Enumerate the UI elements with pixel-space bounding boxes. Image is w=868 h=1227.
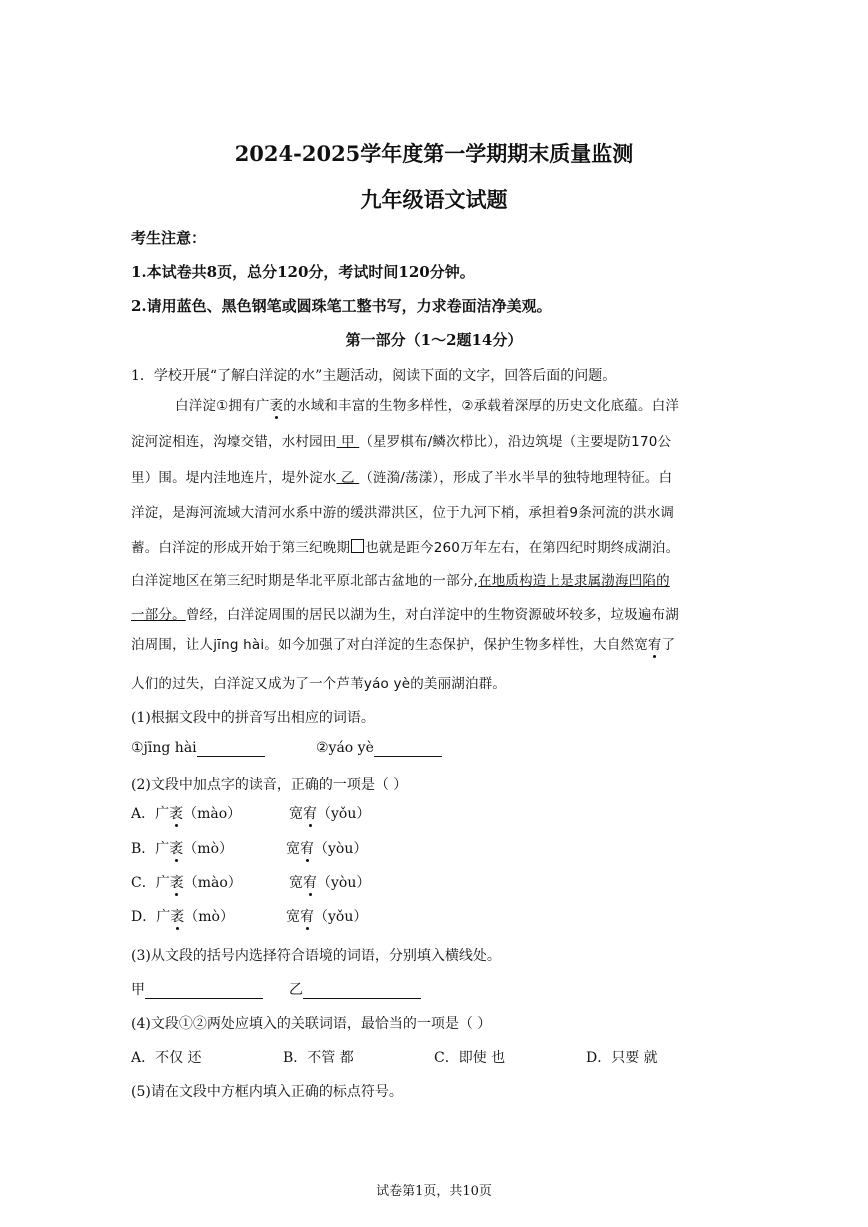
option-c[interactable]: C．即使 也 [434, 1050, 506, 1066]
passage-line: 洋淀，是海河流域大清河水系中游的缓洪滞洪区，位于九河下梢，承担着9条河流的洪水调 [131, 505, 675, 521]
document-title: 2024-2025学年度第一学期期末质量监测 [234, 141, 634, 166]
subquestion-3-prompt: (3)从文段的括号内选择符合语境的词语，分别填入横线处。 [131, 948, 501, 964]
underlined-sentence-end: 一部分。 [131, 607, 186, 623]
document-subtitle: 九年级语文试题 [360, 187, 508, 212]
subquestion-1-prompt: (1)根据文段中的拼音写出相应的词语。 [131, 710, 375, 726]
dotted-char: 袤 [269, 398, 284, 414]
fill-blank-jia: 甲 [336, 434, 360, 450]
punctuation-box [351, 539, 364, 553]
subquestion-2-prompt: (2)文段中加点字的读音，正确的一项是（ ） [131, 777, 408, 793]
passage-line: 淀河淀相连，沟壕交错，水村园田 甲 （星罗棋布/鳞次栉比），沿边筑堤（主要堤防170公 [131, 434, 672, 450]
option-c-second: 宽宥（yòu） [289, 875, 371, 891]
answer-yaoye: ②yáo yè [316, 740, 442, 757]
answer-blank[interactable] [303, 982, 421, 999]
answer-jia: 甲 [131, 979, 263, 999]
answer-blank[interactable] [374, 740, 442, 757]
option-b-second: 宽宥（yòu） [286, 841, 368, 857]
option-a-second: 宽宥（yǒu） [289, 806, 371, 822]
passage-line: 白洋淀①拥有广袤的水域和丰富的生物多样性，②承载着深厚的历史文化底蕴。白洋 [175, 398, 680, 414]
passage-line: 一部分。曾经，白洋淀周围的居民以湖为生，对白洋淀中的生物资源破坏较多，垃圾遍布湖 [131, 607, 680, 623]
fill-blank-yi: 乙 [336, 470, 360, 486]
option-d[interactable]: D．只要 就 [586, 1050, 658, 1066]
option-a[interactable]: A．不仅 还 [131, 1050, 202, 1066]
answer-yi: 乙 [289, 979, 421, 999]
notice-item-2: 2.请用蓝色、黑色钢笔或圆珠笔工整书写，力求卷面洁净美观。 [131, 297, 552, 315]
passage-line: 里）围。堤内洼地连片，堤外淀水 乙 （涟漪/荡漾），形成了半水半旱的独特地理特征。白 [131, 470, 673, 486]
underlined-sentence: 在地质构造上是隶属渤海凹陷的 [478, 573, 670, 589]
answer-blank[interactable] [145, 982, 263, 999]
notice-item-1: 1.本试卷共8页，总分120分，考试时间120分钟。 [131, 263, 475, 281]
page-footer: 试卷第1页，共10页 [376, 1184, 492, 1199]
answer-blank[interactable] [197, 740, 265, 757]
question-1-intro: 1．学校开展“了解白洋淀的水”主题活动，阅读下面的文字，回答后面的问题。 [131, 368, 617, 384]
option-a[interactable]: A．广袤（mào） [131, 806, 242, 822]
option-b[interactable]: B．不管 都 [283, 1050, 354, 1066]
passage-line: 人们的过失，白洋淀又成为了一个芦苇yáo yè的美丽湖泊群。 [131, 676, 507, 692]
option-b[interactable]: B．广袤（mò） [131, 841, 234, 857]
passage-line: 泊周围，让人jīng hài。如今加强了对白洋淀的生态保护，保护生物多样性，大自然宽宥了 [131, 637, 676, 653]
option-d-second: 宽宥（yǒu） [286, 909, 368, 925]
notice-heading: 考生注意： [131, 229, 207, 247]
dotted-char: 宥 [647, 637, 662, 653]
passage-line: 白洋淀地区在第三纪时期是华北平原北部古盆地的一部分,在地质构造上是隶属渤海凹陷的 [131, 573, 670, 589]
passage-line: 蓄。白洋淀的形成开始于第三纪晚期 也就是距今260万年左右，在第四纪时期终成湖泊。 [131, 540, 680, 556]
subquestion-4-prompt: (4)文段①②两处应填入的关联词语，最恰当的一项是（ ） [131, 1016, 492, 1032]
option-d[interactable]: D．广袤（mò） [131, 909, 234, 925]
answer-jinghai: ①jīng hài [131, 740, 265, 757]
section-title: 第一部分（1～2题14分） [345, 331, 523, 349]
subquestion-5-prompt: (5)请在文段中方框内填入正确的标点符号。 [131, 1084, 403, 1100]
option-c[interactable]: C．广袤（mào） [131, 875, 242, 891]
